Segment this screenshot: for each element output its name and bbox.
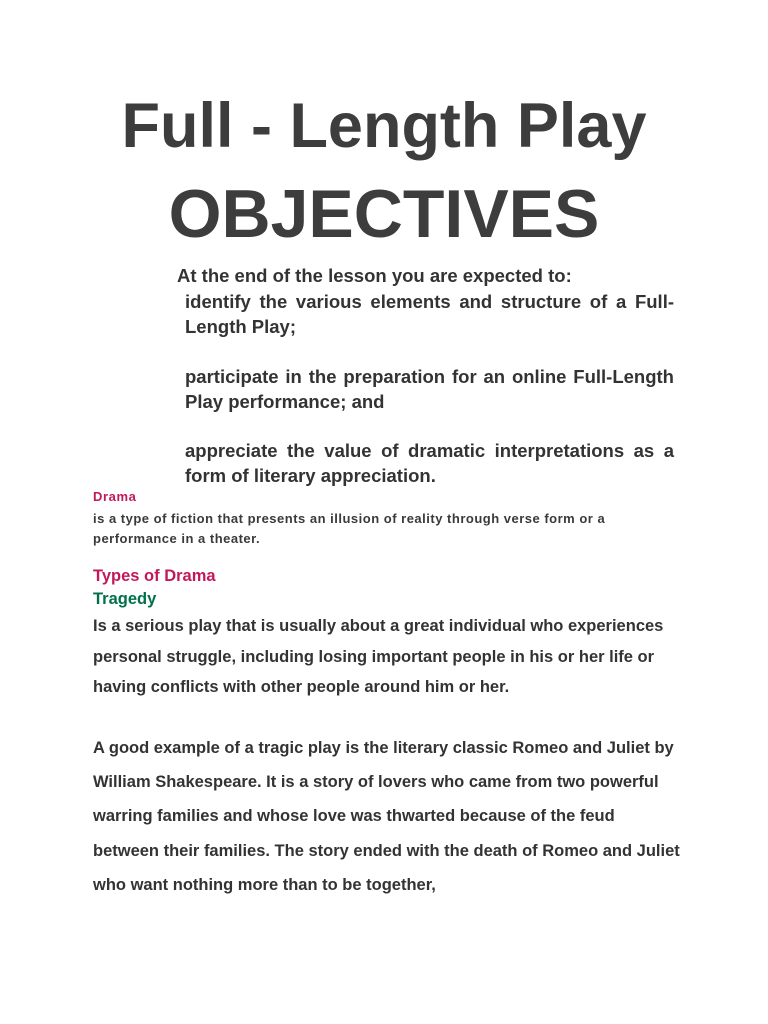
tragedy-example: A good example of a tragic play is the literary classic Romeo and Juliet by William Shakespeare. It is a story of lovers who came from two powerful warring families and whose love was thwarted because of the feud between their families. The story ended with the death of Romeo and Juliet who want nothing more than to be together, [93,739,680,894]
objective-item: participate in the preparation for an online Full-Length Play performance; and [185,366,674,412]
drama-definition: is a type of fiction that presents an illusion of reality through verse form or a performance in a theater. [93,511,606,546]
objectives-intro: At the end of the lesson you are expected to: [177,265,572,286]
drama-term: Drama [93,489,137,504]
page-title: Full - Length Play [121,91,647,161]
tragedy-heading: Tragedy [93,590,157,608]
tragedy-definition: Is a serious play that is usually about a great individual who experiences personal struggle, including losing important people in his or her life or having conflicts with other people around him or her. [93,617,664,696]
objective-item: appreciate the value of dramatic interpretations as a form of literary appreciation. [185,440,674,486]
types-of-drama-heading: Types of Drama [93,567,216,585]
objectives-heading: OBJECTIVES [168,176,600,252]
objective-item: identify the various elements and structure of a Full-Length Play; [185,291,674,337]
